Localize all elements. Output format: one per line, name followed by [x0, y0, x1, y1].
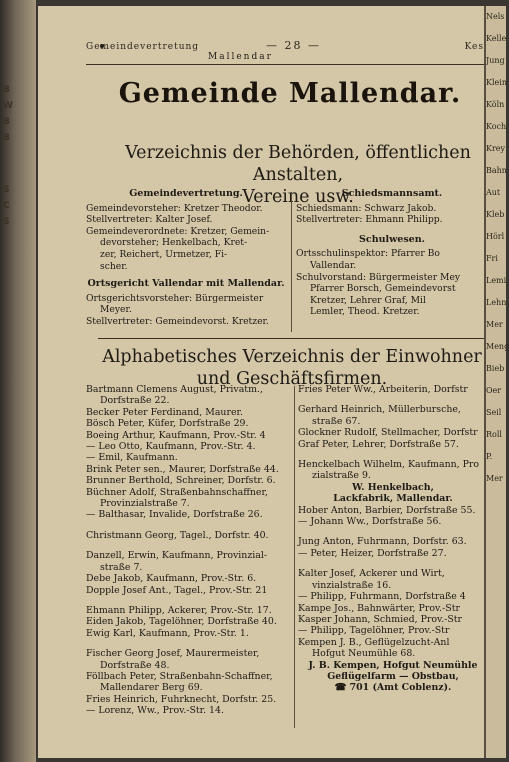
page-number: — 28 —	[266, 39, 321, 52]
text-line: J. B. Kempen, Hofgut Neumühle	[308, 659, 478, 671]
page-title: Gemeinde Mallendar.	[118, 78, 462, 109]
text-line: Ehmann Philipp, Ackerer, Prov.-Str. 17.	[86, 604, 272, 616]
directory-left-column	[86, 384, 290, 717]
running-head-left: Gemeindevertretung	[86, 42, 200, 52]
text-line: Geflügelfarm — Obstbau,	[327, 670, 459, 682]
text-line: Stellvertreter: Ehmann Philipp.	[296, 214, 443, 226]
text-line: Jung Anton, Fuhrmann, Dorfstr. 63.	[298, 536, 467, 548]
text-line: Lemler, Theod. Kretzer.	[310, 306, 420, 318]
spacer	[298, 527, 488, 536]
text-line: Meyer.	[100, 304, 132, 316]
text-line: Ortsgerichtsvorsteher: Bürgermeister	[86, 292, 264, 304]
text-line: Kampe Jos., Bahnwärter, Prov.-Str	[298, 602, 460, 614]
text-line: straße 7.	[100, 561, 143, 573]
text-line: Ortsschulinspektor: Pfarrer Bo	[296, 248, 440, 260]
authorities-heading: Verzeichnis der Behörden, öffentlichen Anstalten, Vereine usw.	[125, 143, 471, 207]
text-line: — Leo Otto, Kaufmann, Prov.-Str. 4.	[86, 441, 256, 453]
text-line: ☎ 701 (Amt Coblenz).	[334, 682, 452, 694]
text-line: Boeing Arthur, Kaufmann, Prov.-Str. 4	[86, 429, 266, 441]
edge-word: Hörl	[486, 232, 505, 241]
edge-word: Aut	[486, 188, 501, 197]
text-line: Föllbach Peter, Straßenbahn-Schaffner,	[86, 670, 273, 682]
edge-letter: B	[3, 85, 11, 95]
text-line: Gerhard Heinrich, Müllerbursche,	[298, 404, 461, 416]
text-line: — Lorenz, Ww., Prov.-Str. 14.	[86, 705, 224, 717]
text-line: — Philipp, Fuhrmann, Dorfstraße 4	[298, 591, 466, 603]
text-line: Vallendar.	[310, 259, 357, 271]
text-line: Christmann Georg, Tagel., Dorfstr. 40.	[86, 529, 269, 541]
edge-letter: C	[3, 201, 11, 211]
edge-word: Mer	[486, 320, 503, 329]
text-line: devorsteher; Henkelbach, Kret-	[100, 237, 248, 249]
text-line: Dorfstraße 22.	[100, 395, 170, 407]
edge-word: Fri	[486, 254, 498, 263]
text-line: Kalter Josef, Ackerer und Wirt,	[298, 568, 445, 580]
left-page-edge-text	[0, 80, 16, 280]
edge-word: Seil	[486, 408, 502, 417]
text-line: Kretzer, Lehrer Graf, Mil	[310, 294, 426, 306]
text-line: Gemeindeverordnete: Kretzer, Gemein-	[86, 225, 270, 237]
edge-word: Mer	[486, 474, 503, 483]
edge-letter: S	[3, 217, 11, 227]
running-head-right: Kes	[464, 42, 484, 52]
text-line: Bösch Peter, Küfer, Dorfstraße 29.	[86, 418, 249, 430]
text-line: — Philipp, Tagelöhner, Prov.-Str	[298, 625, 450, 637]
text-line: Dopple Josef Ant., Tagel., Prov.-Str. 21	[86, 584, 268, 596]
edge-letter: W	[3, 101, 14, 111]
text-line: Schulvorstand: Bürgermeister Mey	[296, 271, 461, 283]
edge-word: Köln	[486, 100, 505, 109]
edge-word: Koch	[486, 122, 507, 131]
running-head-center-text: Mallendar	[208, 52, 273, 62]
text-line: Debe Jakob, Kaufmann, Prov.-Str. 6.	[86, 573, 257, 585]
text-line: Stellvertreter: Gemeindevorst. Kretzer.	[86, 315, 269, 327]
text-line: Henckelbach Wilhelm, Kaufmann, Pro	[298, 459, 480, 471]
edge-word: Lemi	[486, 276, 507, 285]
section-heading: Schiedsmannsamt.	[341, 188, 443, 199]
text-line: Büchner Adolf, Straßenbahnschaffner,	[86, 486, 268, 498]
text-line: — Emil, Kaufmann.	[86, 452, 178, 464]
section-rule	[98, 338, 484, 339]
text-line: Dorfstraße 48.	[100, 659, 170, 671]
text-line: Ewig Karl, Kaufmann, Prov.-Str. 1.	[86, 627, 249, 639]
text-line: Kasper Johann, Schmied, Prov.-Str	[298, 613, 463, 625]
edge-word: Lehn	[486, 298, 507, 307]
text-line: Bartmann Clemens August, Privatm.,	[86, 384, 263, 395]
text-line: zialstraße 9.	[312, 470, 371, 482]
text-line: Schiedsmann: Schwarz Jakob.	[296, 202, 437, 214]
column-divider	[291, 192, 292, 332]
section-heading: Schulwesen.	[359, 233, 425, 245]
text-line: Pfarrer Borsch, Gemeindevorst	[310, 283, 456, 295]
text-line: Fries Peter Ww., Arbeiterin, Dorfstr	[298, 384, 468, 395]
directory-right-column	[298, 384, 488, 694]
right-authorities-column	[296, 188, 488, 318]
edge-word: Roll	[486, 430, 502, 439]
text-line: — Johann Ww., Dorfstraße 56.	[298, 516, 442, 528]
edge-word: Oer	[486, 386, 502, 395]
left-authorities-column	[86, 188, 286, 328]
spacer	[298, 395, 488, 404]
text-line: Kempen J. B., Geflügelzucht-Anl	[298, 636, 450, 648]
text-line: Provinzialstraße 7.	[100, 498, 190, 510]
spacer	[86, 521, 290, 530]
edge-word: Meng	[486, 342, 509, 351]
text-line: Brink Peter sen., Maurer, Dorfstraße 44.	[86, 463, 279, 475]
text-line: Brunner Berthold, Schreiner, Dorfstr. 6.	[86, 475, 276, 487]
text-line: scher.	[100, 260, 128, 272]
text-line: Becker Peter Ferdinand, Maurer.	[86, 406, 243, 418]
text-line: Eiden Jakob, Tagelöhner, Dorfstraße 40.	[86, 616, 277, 628]
text-line: Hofgut Neumühle 68.	[312, 648, 416, 660]
edge-word: Krey	[486, 144, 506, 153]
edge-word: Bieb	[486, 364, 505, 373]
text-line: vinzialstraße 16.	[312, 579, 392, 591]
edge-word: P.	[486, 452, 493, 461]
text-line: Gemeindevorsteher: Kretzer Theodor.	[86, 202, 263, 214]
edge-letter: B	[3, 117, 11, 127]
spacer	[86, 541, 290, 550]
edge-letter: S	[3, 185, 11, 195]
section-heading: Ortsgericht Vallendar mit Mallendar.	[87, 278, 285, 290]
edge-word: Jung	[486, 56, 505, 65]
text-line: W. Henkelbach,	[352, 481, 434, 493]
spacer	[298, 450, 488, 459]
edge-letter: B	[3, 133, 11, 143]
text-line: Mallendarer Berg 69.	[100, 682, 203, 694]
section-heading: Gemeindevertretung.	[129, 188, 243, 199]
column-divider	[294, 386, 295, 728]
text-line: zer, Reichert, Urmetzer, Fi-	[100, 248, 228, 260]
right-page-edge	[484, 6, 509, 758]
directory-heading: Alphabetisches Verzeichnis der Einwohner und Geschäftsfirmen.	[102, 347, 482, 389]
edge-word: Klein	[486, 78, 507, 87]
edge-word: Nels	[486, 12, 505, 21]
edge-word: Kelle	[486, 34, 507, 43]
text-line: straße 67.	[312, 415, 361, 427]
header-rule	[86, 64, 484, 65]
text-line: Danzell, Erwin, Kaufmann, Provinzial-	[86, 550, 268, 562]
spacer	[86, 596, 290, 605]
text-line: — Balthasar, Invalide, Dorfstraße 26.	[86, 509, 263, 521]
spacer	[86, 639, 290, 648]
text-line: Lackfabrik, Mallendar.	[333, 493, 453, 505]
text-line: Hober Anton, Barbier, Dorfstraße 55.	[298, 504, 476, 516]
spacer	[298, 559, 488, 568]
text-line: — Peter, Heizer, Dorfstraße 27.	[298, 547, 447, 559]
text-line: Fischer Georg Josef, Maurermeister,	[86, 648, 260, 660]
text-line: Fries Heinrich, Fuhrknecht, Dorfstr. 25.	[86, 693, 277, 705]
edge-word: Bahn	[486, 166, 507, 175]
edge-word: Kleb	[486, 210, 505, 219]
text-line: Glockner Rudolf, Stellmacher, Dorfstr	[298, 427, 478, 439]
document-page	[38, 6, 484, 758]
text-line: Graf Peter, Lehrer, Dorfstraße 57.	[298, 438, 459, 450]
text-line: Stellvertreter: Kalter Josef.	[86, 214, 213, 226]
